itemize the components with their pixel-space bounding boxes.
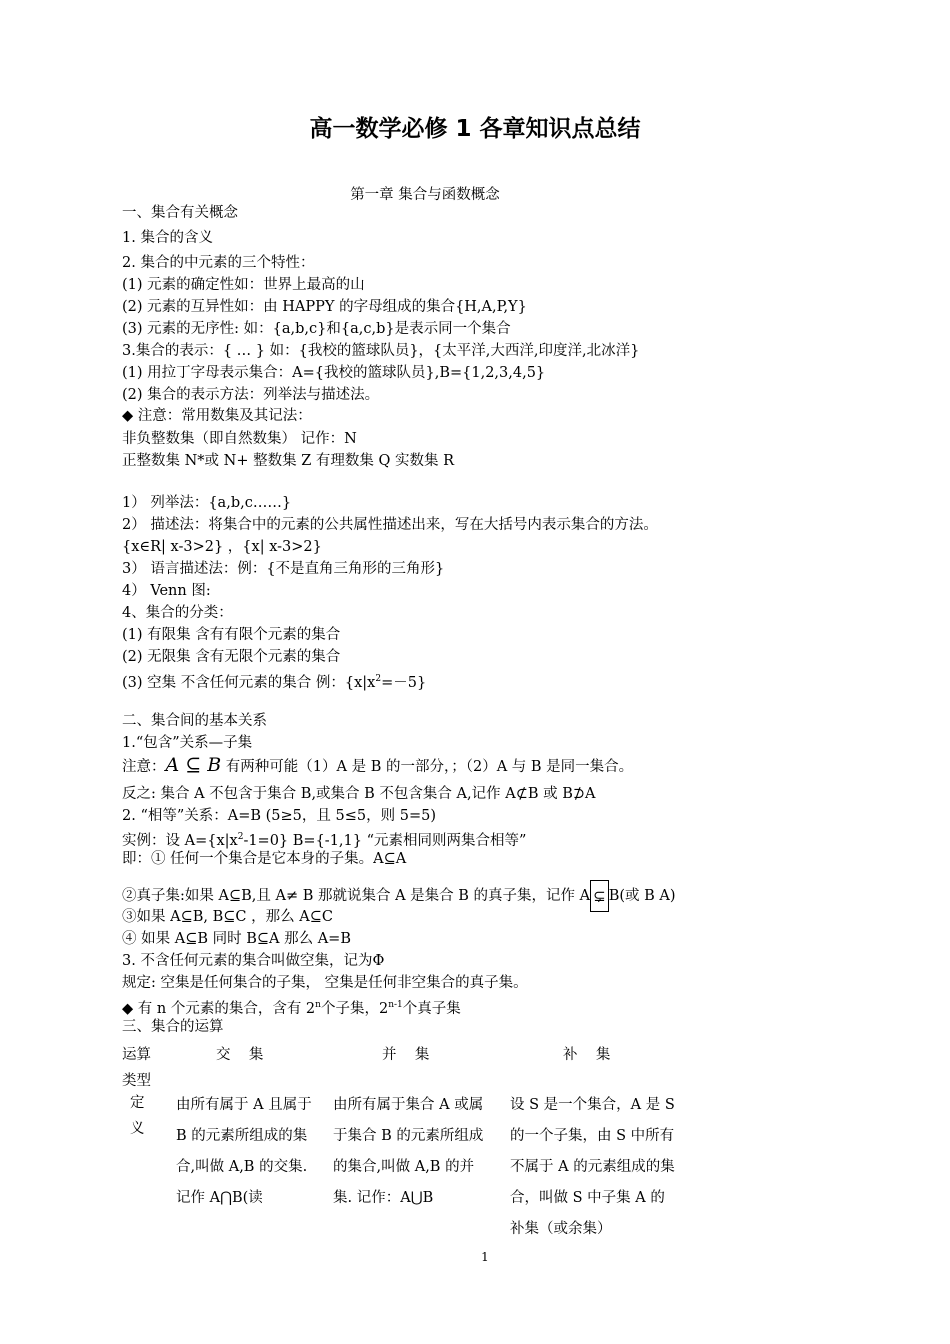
text-line: 1. 集合的含义 [122, 230, 213, 246]
document-title: 高一数学必修 1 各章知识点总结 [309, 116, 641, 142]
table-cell: 由所有属于 A 且属于 B 的元素所组成的集合,叫做 A,B 的交集.记作 A⋂B(读 [176, 1097, 312, 1206]
text-line: (1) 有限集 含有有限个元素的集合 [122, 627, 341, 643]
text-line: (2) 集合的表示方法：列举法与描述法。 [122, 387, 380, 403]
text-fragment: =－5} [381, 674, 427, 691]
text-line: 3. 不含任何元素的集合叫做空集，记为Φ [122, 953, 385, 969]
superscript: 2 [375, 674, 382, 684]
text-line: 正整数集 N*或 N+ 整数集 Z 有理数集 Q 实数集 R [122, 453, 455, 469]
text-line: (2) 无限集 含有无限个元素的集合 [122, 649, 341, 665]
text-fragment: 个真子集 [402, 1000, 461, 1017]
text-line: 4、集合的分类： [122, 605, 233, 621]
table-header-cell: 运算 [122, 1047, 151, 1063]
text-fragment: 实例：设 A={x|x [122, 832, 238, 849]
superscript: n-1 [388, 1000, 403, 1010]
text-line: 2） 描述法：将集合中的元素的公共属性描述出来，写在大括号内表示集合的方法。 [122, 517, 658, 533]
text-line: (1) 元素的确定性如：世界上最高的山 [122, 277, 365, 293]
table-row-label: 定 义 [130, 1095, 145, 1137]
text-fragment: 个子集，2 [320, 1000, 389, 1017]
text-line: 1.“包含”关系—子集 [122, 735, 253, 751]
table-header-cell: 并 集 [382, 1047, 430, 1063]
text-line: 3） 语言描述法：例：{不是直角三角形的三角形} [122, 561, 445, 577]
superscript: 2 [237, 832, 244, 842]
text-line: 非负整数集（即自然数集） 记作：N [122, 431, 357, 447]
text-fragment: ②真子集:如果 A⊆B,且 A≠ B 那就说集合 A 是集合 B 的真子集，记作 A [122, 888, 591, 904]
text-line: 1） 列举法：{a,b,c……} [122, 495, 292, 511]
text-fragment: -1=0} B={-1,1} “元素相同则两集合相等” [243, 832, 527, 849]
section-heading-1: 一、集合有关概念 [122, 205, 238, 221]
text-line [122, 995, 461, 1019]
table-header-cell: 补 集 [563, 1047, 611, 1063]
chapter-heading: 第一章 集合与函数概念 [350, 187, 500, 203]
text-line: ④ 如果 A⊆B 同时 B⊆A 那么 A=B [122, 931, 351, 947]
text-line: ③如果 A⊆B, B⊆C ，那么 A⊆C [122, 909, 333, 925]
text-fragment: ◆ 有 n 个元素的集合，含有 2 [122, 1000, 316, 1017]
text-line: 反之: 集合 A 不包含于集合 B,或集合 B 不包含集合 A,记作 A⊄B 或 B⊅A [122, 786, 596, 802]
section-heading-2: 二、集合间的基本关系 [122, 713, 267, 729]
text-line [122, 669, 426, 693]
table-cell: 由所有属于集合 A 或属于集合 B 的元素所组成的集合,叫做 A,B 的并集. 记作：A⋃B [333, 1097, 484, 1206]
text-line: 3.集合的表示：{ … } 如：{我校的篮球队员}，{太平洋,大西洋,印度洋,北冰洋} [122, 343, 640, 359]
text-line: (2) 元素的互异性如：由 HAPPY 的字母组成的集合{H,A,P,Y} [122, 299, 527, 315]
proper-subset-symbol: ⊊ [590, 880, 609, 912]
text-line: 4） Venn 图: [122, 583, 211, 599]
text-fragment: B(或 B A) [608, 888, 676, 904]
text-line: 即：① 任何一个集合是它本身的子集。A⊆A [122, 851, 407, 867]
text-line: 2. “相等”关系：A=B (5≥5，且 5≤5，则 5=5) [122, 808, 436, 824]
section-heading-3: 三、集合的运算 [122, 1019, 224, 1035]
text-line: 2. 集合的中元素的三个特性： [122, 255, 315, 271]
text-line: {x∈R| x-3>2} ，{x| x-3>2} [122, 539, 322, 555]
table-header-cell: 类型 [122, 1073, 151, 1089]
page-number: 1 [481, 1250, 489, 1264]
text-line: ◆ 注意：常用数集及其记法： [122, 408, 312, 424]
superscript: n [315, 1000, 321, 1010]
text-fragment: 有两种可能（1）A 是 B 的一部分，；（2）A 与 B 是同一集合。 [221, 759, 634, 775]
table-header-cell: 交 集 [216, 1047, 264, 1063]
text-line: (3) 元素的无序性: 如：{a,b,c}和{a,c,b}是表示同一个集合 [122, 321, 511, 337]
text-line [122, 755, 633, 777]
text-fragment: 注意： [122, 759, 166, 775]
table-cell: 设 S 是一个集合，A 是 S 的一个子集，由 S 中所有不属于 A 的元素组成的集合，叫做 S 中子集 A 的补集（或余集） [510, 1097, 675, 1237]
text-fragment: (3) 空集 不含任何元素的集合 例：{x|x [122, 674, 376, 691]
text-line [122, 827, 526, 851]
text-line: 规定: 空集是任何集合的子集， 空集是任何非空集合的真子集。 [122, 975, 528, 991]
subset-formula: A ⊆ B [165, 754, 222, 776]
text-line: (1) 用拉丁字母表示集合：A={我校的篮球队员},B={1,2,3,4,5} [122, 365, 546, 381]
